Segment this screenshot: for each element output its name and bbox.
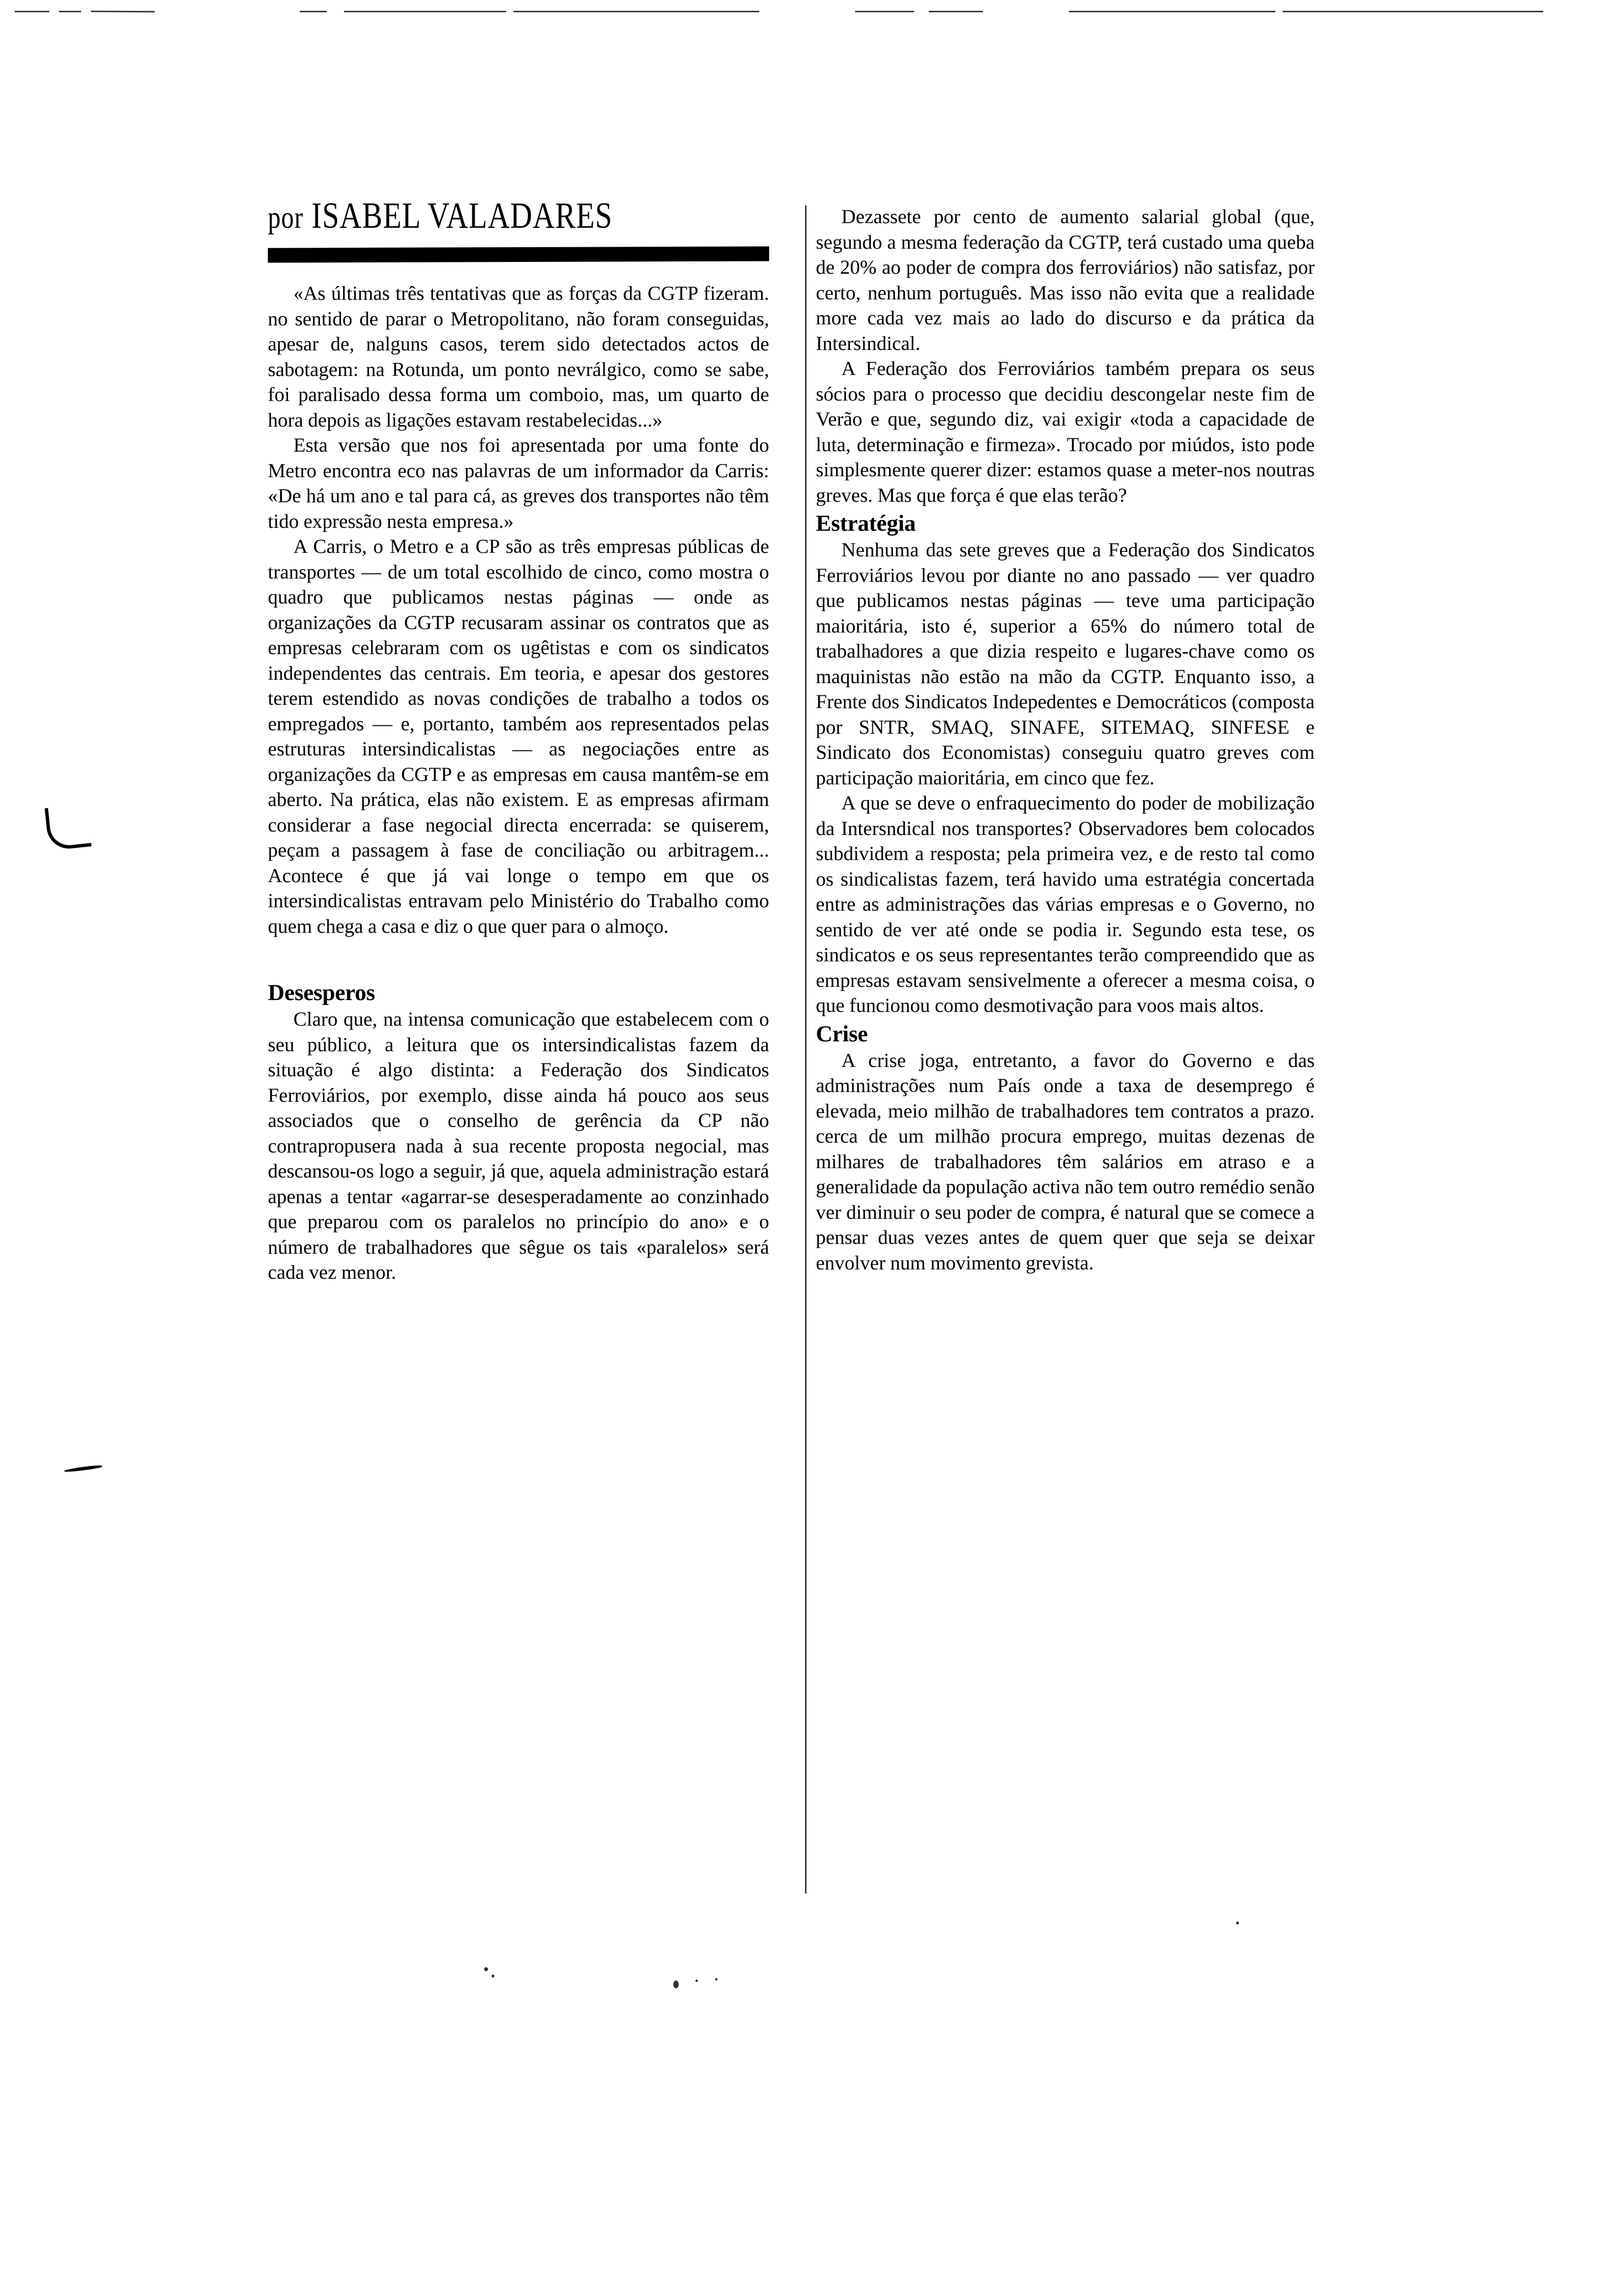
margin-pen-mark [45,804,92,851]
right-column [791,204,1315,1285]
paragraph: A crise joga, entretanto, a favor do Governo e das administrações num País onde a taxa de desemprego é elevada, meio milhão de trabalhadores tem contratos a prazo. cerca de um milhão procura emprego, muitas dezenas de milhares de trabalhadores têm salários em atraso e a generalidade da população activa não tem outro remédio senão ver diminuir o seu poder de compra, é natural que se comece a pensar duas vezes antes de quem quer que seja se deixar envolver num movimento grevista. [816,1049,1315,1274]
byline-underline-bar [268,246,769,262]
scan-edge-artifact [0,9,1612,17]
scan-speck [1236,1922,1239,1924]
paragraph: A Carris, o Metro e a CP são as três empresas públicas de transportes — de um total escolhido de cinco, como mostra o quadro que publicamos nestas páginas — onde as organizações da CGTP recusaram assinar os contratos que as empresas celebraram com os ugêtistas e com os sindicatos independentes das centrais. Em teoria, e apesar dos gestores terem estendido as novas condições de trabalho a todos os empregados — e, portanto, também aos representados pelas estruturas intersindicalistas — as negociações entre as organizações da CGTP e as empresas em causa mantêm-se em aberto. Na prática, elas não existem. E as empresas afirmam considerar a fase negocial directa encerrada: se quiserem, peçam a passagem à fase de conciliação ou arbitragem... Acontece é que já vai longe o tempo em que os intersindicalistas entravam pelo Ministério do Trabalho como quem chega a casa e diz o que quer para o almoço. [268,535,769,937]
paragraph: «As últimas três tentativas que as forças da CGTP fizeram. no sentido de parar o Metropolitano, não foram conseguidas, apesar de, nalguns casos, terem sido detectados actos de sabotagem: na Rotunda, um ponto nevrálgico, como se sabe, foi paralisado dessa forma um comboio, mas, um quarto de hora depois as ligações estavam restabelecidas...» [268,282,769,431]
byline [268,197,769,234]
left-column [268,195,791,1285]
section-heading-estrategia: Estratégia [816,511,916,536]
scan-speck [484,1967,488,1971]
byline-prefix: por [268,201,304,235]
scan-speck [673,1980,679,1988]
scan-speck [491,1975,494,1978]
paragraph: Esta versão que nos foi apresentada por uma fonte do Metro encontra eco nas palavras de um informador da Carris: «De há um ano e tal para cá, as greves dos transportes não têm tido expressão nesta empresa.» [268,434,769,532]
paragraph: A Federação dos Ferroviários também prepara os seus sócios para o processo que decidiu descongelar neste fim de Verão e que, segundo diz, vai exigir «toda a capacidade de luta, determinação e firmeza». Trocado por miúdos, isto pode simplesmente querer dizer: estamos quase a meter-nos noutras greves. Mas que força é que elas terão? [816,357,1315,506]
margin-dash-mark [64,1464,102,1472]
paragraph: Nenhuma das sete greves que a Federação dos Sindicatos Ferroviários levou por diante no ano passado — ver quadro que publicamos nestas páginas — teve uma participação maioritária, isto é, superior a 65% do número total de trabalhadores a que dizia respeito e lugares-chave como os maquinistas não estão na mão da CGTP. Enquanto isso, a Frente dos Sindicatos Indepedentes e Democráticos (composta por SNTR, SMAQ, SINAFE, SITEMAQ, SINFESE e Sindicato dos Economistas) conseguiu quatro greves com participação maioritária, em cinco que fez. [816,539,1315,789]
section-heading-desesperos: Desesperos [268,980,375,1005]
paragraph: Dezassete por cento de aumento salarial global (que, segundo a mesma federação da CGTP, terá custado uma queba de 20% ao poder de compra dos ferroviários) não satisfaz, por certo, nenhum português. Mas isso não evita que a realidade more cada vez mais ao lado do discurso e da prática da Intersindical. [816,205,1315,354]
byline-author: ISABEL VALADARES [311,195,613,236]
paragraph: A que se deve o enfraquecimento do poder de mobilização da Intersndical nos transportes? Observadores bem colocados subdividem a resposta; pela primeira vez, e de resto tal como os sindicalistas fazem, terá havido uma estratégia concertada entre as administrações das várias empresas e o Governo, no sentido de ver até onde se podia ir. Segundo esta tese, os sindicatos e os seus representantes terão compreendido que as empresas estavam sensivelmente a oferecer a mesma coisa, o que funcionou como desmotivação para voos mais altos. [816,792,1315,1016]
scan-speck [695,1980,698,1982]
section-heading-crise: Crise [816,1021,868,1047]
paragraph: Claro que, na intensa comunicação que estabelecem com o seu público, a leitura que os intersindicalistas fazem da situação é algo distinta: a Federação dos Sindicatos Ferroviários, por exemplo, disse ainda há pouco aos seus associados que o conselho de gerência da CP não contrapropusera nada à sua recente proposta negocial, mas descansou-os logo a seguir, já que, aquela administração estará apenas a tentar «agarrar-se desesperadamente ao conzinhado que preparou com os paralelos no princípio do ano» e o número de trabalhadores que sêgue os tais «paralelos» será cada vez menor. [268,1008,769,1283]
scan-speck [715,1978,718,1980]
section-gap [268,939,769,966]
